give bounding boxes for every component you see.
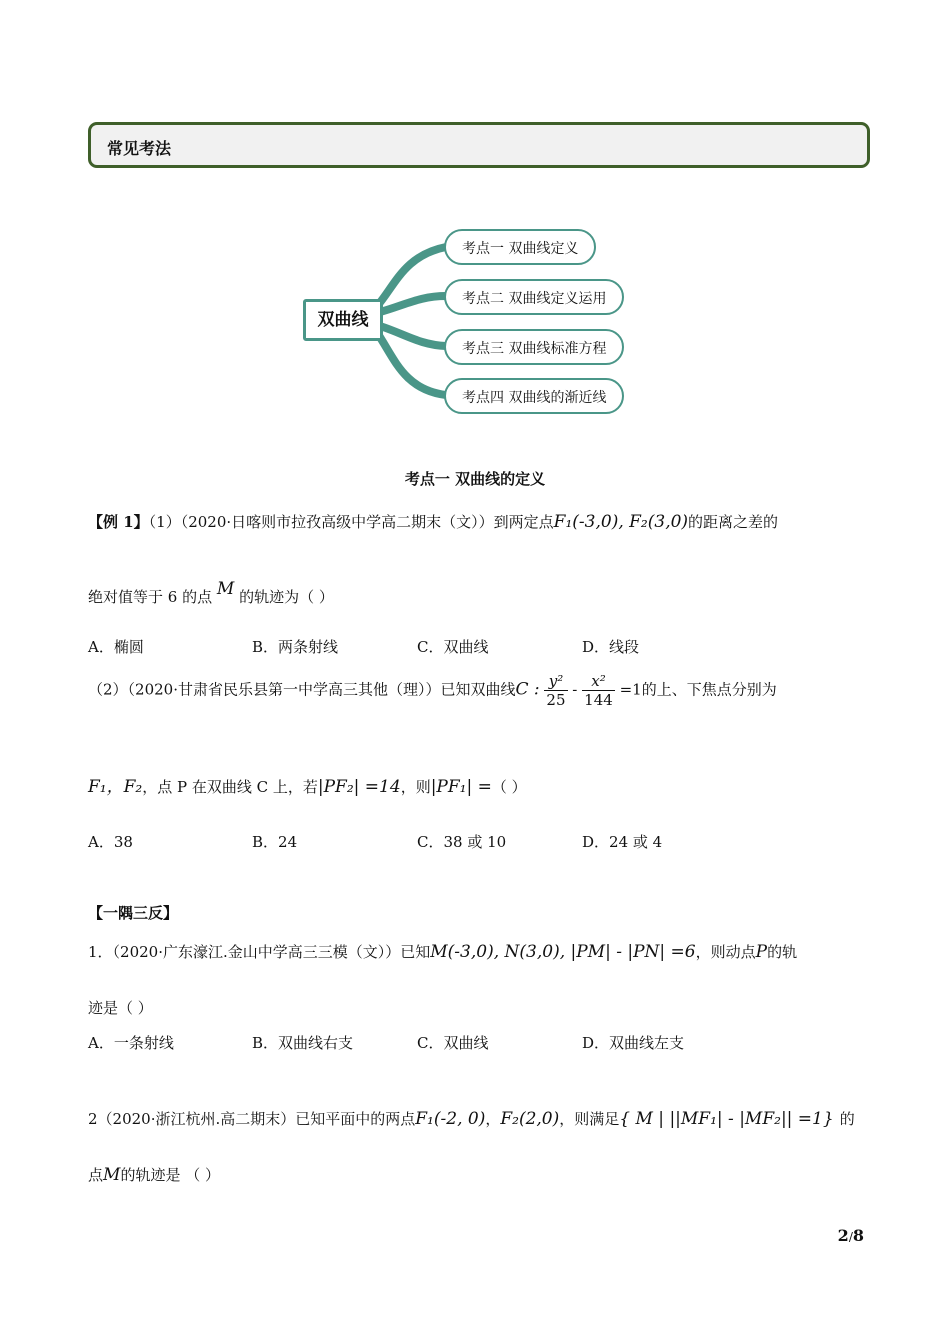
practice-p1-line2: 迹是（ ） xyxy=(88,999,153,1017)
q2-fraction-1 xyxy=(544,672,567,709)
p2-line2-a: 点 xyxy=(88,1166,104,1184)
mindmap-branch-3: 考点三 双曲线标准方程 xyxy=(444,329,624,365)
q2-option-b: B．24 xyxy=(252,833,298,851)
q2-num1: y² xyxy=(544,672,567,691)
q1-point-m: M xyxy=(216,579,235,599)
mindmap-connectors xyxy=(0,0,950,430)
q1-math: F₁(-3,0), F₂(3,0) xyxy=(553,512,689,532)
page-total: 8 xyxy=(852,1226,864,1245)
p1-math: M(-3,0), N(3,0), |PM| - |PN| =6 xyxy=(430,942,696,962)
example-label: 【例 1】 xyxy=(88,513,149,531)
section-title: 考点一 双曲线的定义 xyxy=(404,470,546,488)
p2-suffix: 的 xyxy=(839,1110,855,1128)
p2-f1: F₁(-2, 0) xyxy=(415,1109,486,1129)
q1-option-a: A．椭圆 xyxy=(88,638,144,656)
q1-line2-a: 绝对值等于 6 的点 xyxy=(88,588,213,606)
q2-den1: 25 xyxy=(546,691,566,709)
q2-line2-b: ，则 xyxy=(400,778,431,796)
q2-option-c: C．38 或 10 xyxy=(417,833,507,851)
example1-q2-line2 xyxy=(88,772,527,797)
p2-sep: ， xyxy=(485,1110,501,1128)
mindmap-branch-4: 考点四 双曲线的渐近线 xyxy=(444,378,624,414)
q2-fraction-2 xyxy=(582,672,615,709)
q2-suffix: 的上、下焦点分别为 xyxy=(641,680,777,699)
p2-set: { M | ||MF₁| - |MF₂|| =1} xyxy=(619,1109,834,1129)
q1-suffix: 的距离之差的 xyxy=(688,513,779,531)
p2-point-m: M xyxy=(103,1165,121,1185)
page-number xyxy=(838,1226,864,1245)
q2-option-a: A．38 xyxy=(88,833,133,851)
p1-option-b: B．双曲线右支 xyxy=(252,1034,354,1052)
q2-prefix: （2）（2020·甘肃省民乐县第一中学高三其他（理））已知双曲线 xyxy=(88,680,516,699)
q2-foci: F₁，F₂ xyxy=(88,777,143,797)
q2-minus: - xyxy=(572,680,578,699)
example1-q1-line2 xyxy=(88,579,334,607)
practice-p1-line1 xyxy=(88,941,797,962)
p1-option-a: A．一条射线 xyxy=(88,1034,174,1052)
example1-q2-line1 xyxy=(88,672,777,709)
q2-c: C : xyxy=(515,679,540,700)
p1-option-c: C．双曲线 xyxy=(417,1034,489,1052)
q1-prefix: （1）（2020·日喀则市拉孜高级中学高二期末（文））到两定点 xyxy=(148,513,554,531)
q1-option-d: D．线段 xyxy=(582,638,640,656)
q2-option-d: D．24 或 4 xyxy=(582,833,663,851)
q1-line2-b: 的轨迹为（ ） xyxy=(239,588,334,606)
q2-pf1: |PF₁| = xyxy=(430,777,492,797)
p2-f2: F₂(2,0) xyxy=(500,1109,560,1129)
p1-suffix2: 的轨 xyxy=(767,943,798,961)
mindmap-branch-2: 考点二 双曲线定义运用 xyxy=(444,279,624,315)
q2-line2-c: （ ） xyxy=(491,778,527,796)
q2-pf2: |PF₂| =14 xyxy=(317,777,401,797)
mindmap-branch-1: 考点一 双曲线定义 xyxy=(444,229,596,265)
p1-prefix: 1．（2020·广东濠江.金山中学高三三模（文））已知 xyxy=(88,943,431,961)
mindmap xyxy=(0,0,950,430)
practice-label: 【一隅三反】 xyxy=(88,904,179,922)
q2-eq: =1 xyxy=(619,680,642,699)
mindmap-root: 双曲线 xyxy=(303,299,383,341)
q2-den2: 144 xyxy=(584,691,613,709)
mindmap-connector-3 xyxy=(380,326,446,346)
page-current: 2 xyxy=(837,1226,849,1245)
p1-option-d: D．双曲线左支 xyxy=(582,1034,685,1052)
example1-q1-line1 xyxy=(88,511,778,532)
p2-prefix: 2（2020·浙江杭州.高二期末）已知平面中的两点 xyxy=(88,1110,416,1128)
q2-num2: x² xyxy=(582,672,615,691)
q1-option-b: B．两条射线 xyxy=(252,638,339,656)
p2-mid: ，则满足 xyxy=(559,1110,620,1128)
q1-option-c: C．双曲线 xyxy=(417,638,489,656)
q2-line2-a: ，点 P 在双曲线 C 上，若 xyxy=(142,778,318,796)
practice-p2-line1 xyxy=(88,1108,855,1129)
p1-p: P xyxy=(755,942,768,962)
page-sep: / xyxy=(848,1230,853,1244)
p2-line2-b: 的轨迹是 （ ） xyxy=(120,1166,220,1184)
section-header-title: 常见考法 xyxy=(107,139,172,158)
p1-suffix: ，则动点 xyxy=(695,943,756,961)
practice-p2-line2 xyxy=(88,1164,220,1185)
mindmap-connector-2 xyxy=(380,296,446,312)
